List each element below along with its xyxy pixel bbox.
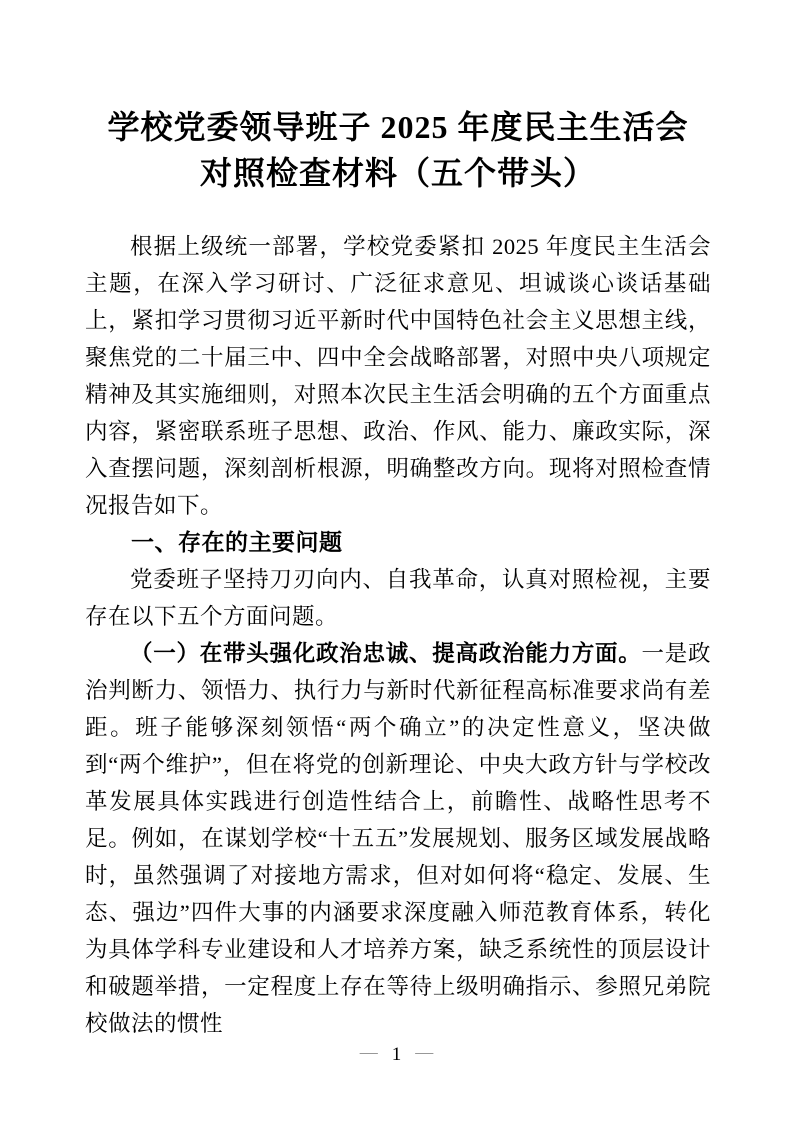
subsection-1-paragraph xyxy=(85,635,711,1042)
document-title-line1: 学校党委领导班子 2025 年度民主生活会 xyxy=(107,109,689,145)
page-footer xyxy=(0,1042,793,1067)
subsection-1-lead: （一）在带头强化政治忠诚、提高政治能力方面。 xyxy=(130,641,642,666)
document-content xyxy=(85,104,711,1042)
section-heading-main-problems: 一、存在的主要问题 xyxy=(131,529,343,555)
document-title xyxy=(85,104,711,196)
intro-paragraph: 根据上级统一部署，学校党委紧扣 2025 年度民主生活会主题，在深入学习研讨、广泛征求意见、坦诚谈心谈话基础上，紧扣学习贯彻习近平新时代中国特色社会主义思想主线，聚焦党的二十届三中、四中全会战略部署，对照中央八项规定精神及其实施细则，对照本次民主生活会明确的五个方面重点内容，紧密联系班子思想、政治、作风、能力、廉政实际，深入查摆问题，深刻剖析根源，明确整改方向。现将对照检查情况报告如下。 xyxy=(85,234,711,518)
footer-dash-left: — xyxy=(359,1042,378,1062)
overview-paragraph: 党委班子坚持刀刃向内、自我革命，认真对照检视，主要存在以下五个方面问题。 xyxy=(85,567,711,629)
page-number: 1 xyxy=(391,1044,402,1065)
subsection-1-text: 一是政治判断力、领悟力、执行力与新时代新征程高标准要求尚有差距。班子能够深刻领悟“两个确立”的决定性意义，坚决做到“两个维护”，但在将党的创新理论、中央大政方针与学校改革发展具体实践进行创造性结合上，前瞻性、战略性思考不足。例如，在谋划学校“十五五”发展规划、服务区域发展战略时，虽然强调了对接地方需求，但对如何将“稳定、发展、生态、强边”四件大事的内涵要求深度融入师范教育体系，转化为具体学科专业建设和人才培养方案，缺乏系统性的顶层设计和破题举措，一定程度上存在等待上级明确指示、参照兄弟院校做法的惯性 xyxy=(85,641,711,1036)
document-title-line2: 对照检查材料（五个带头） xyxy=(199,155,596,191)
footer-dash-right: — xyxy=(415,1042,434,1062)
